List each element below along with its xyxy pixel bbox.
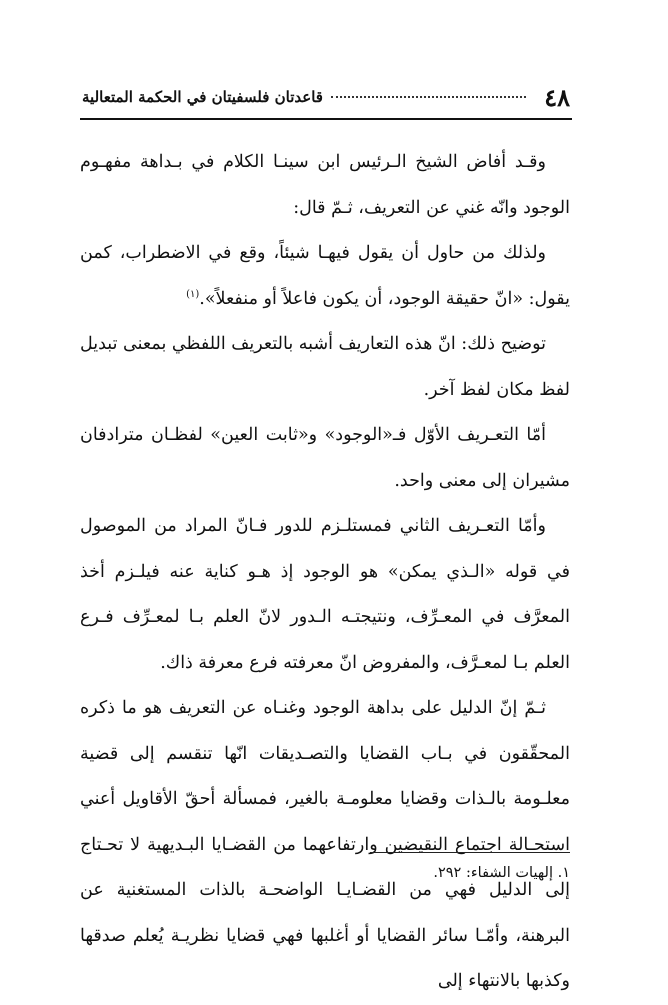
footnote-divider (370, 852, 570, 853)
page-header (82, 82, 570, 112)
header-dot-leader (331, 96, 526, 98)
footnote: ١. إلهيات الشفاء: ٢٩٢. (433, 865, 570, 881)
page-number: ٤٨ (544, 82, 570, 112)
paragraph: وأمّا التعـريف الثاني فمستلـزم للدور فـانّ المراد من الموصول في قوله «الـذي يمكن» هو الوجود إذ هـو كناية عنه فيلـزم أخذ المعرَّف في المعـرِّف، ونتيجتـه الـدور لانّ العلم بـا لمعـرِّف فـرع العلم بـا لمعـرَّف، والمفروض انّ معرفته فرع معرفة ذاك. (80, 516, 570, 673)
running-title: قاعدتان فلسفيتان في الحكمة المتعالية (82, 88, 323, 106)
paragraph (80, 231, 570, 322)
paragraph-text: ولذلك من حاول أن يقول فيهـا شيئاً، وقع في الاضطراب، كمن يقول: «انّ حقيقة الوجود، أن يكون فاعلاً أو منفعلاً». (80, 243, 570, 309)
paragraph: أمّا التعـريف الأوّل فـ«الوجود» و«ثابت العين» لفظـان مترادفان مشيران إلى معنى واحد. (80, 425, 570, 491)
footnote-ref[interactable]: (١) (186, 288, 200, 300)
paragraph: وقـد أفاض الشيخ الـرئيس ابن سينـا الكلام في بـداهة مفهـوم الوجود وانّه غني عن التعريف، ثـمّ قال: (80, 152, 570, 218)
header-divider (80, 118, 572, 120)
paragraph: توضيح ذلك: انّ هذه التعاريف أشبه بالتعريف اللفظي بمعنى تبديل لفظ مكان لفظ آخر. (80, 334, 570, 400)
paragraph: ثـمّ إنّ الدليل على بداهة الوجود وغنـاه عن التعريف هو ما ذكره المحقّقون في بـاب القضايا والتصـديقات انّها تنقسم إلى قضية معلـومة بالـذات وقضايا معلومـة بالغير، فمسألة أحقّ الأقاويل أعني استحـالة اجتماع النقيضين وارتفاعهما من القضـايا البـديهية لا تحـتاج إلى الدليل فهي من القضـايـا الواضحـة بالذات المستغنية عن البرهنة، وأمّـا سائر القضايا أو أغلبها فهي قضايا نظريـة يُعلم صدقها وكذبها بالانتهاء إلى (80, 698, 570, 991)
